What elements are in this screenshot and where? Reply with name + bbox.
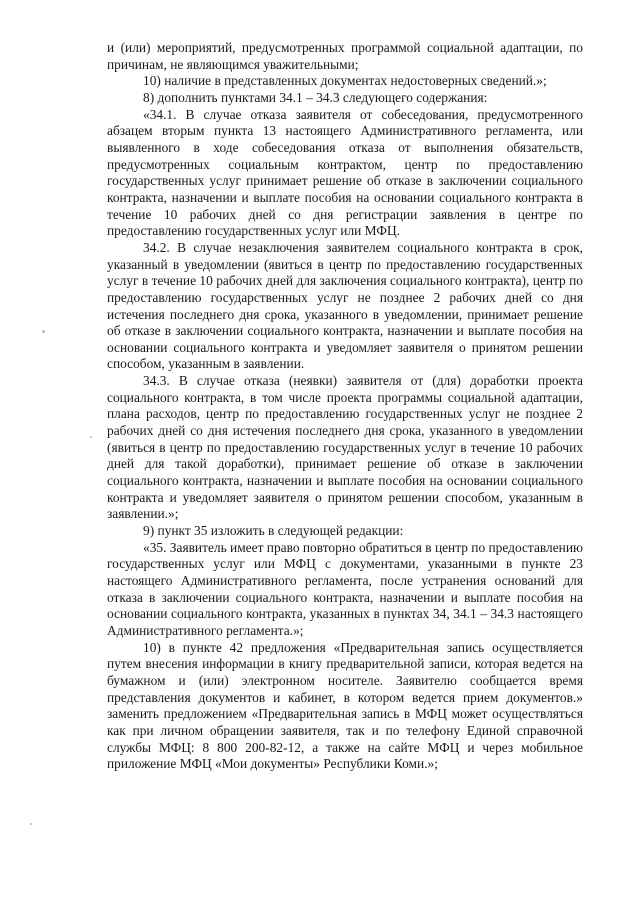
document-page: [107, 40, 583, 773]
paragraph-7: 9) пункт 35 изложить в следующей редакции:: [143, 523, 404, 539]
scan-speck: [90, 436, 92, 438]
paragraph-9: 10) в пункте 42 предложения «Предварительная запись осуществляется путем внесения информации в книгу предварительной записи, которая ведется на бумажном и (или) электронном носителе. Заявителю сообщается время представления документов и кабинет, в котором ведется прием документов.» заменить предложением «Предварительная запись в МФЦ может осуществляться как при личном обращении заявителя, так и по телефону Единой справочной службы МФЦ: 8 800 200-82-12, а также на сайте МФЦ и через мобильное приложение МФЦ «Мои документы» Республики Коми.»;: [107, 639, 583, 772]
paragraph-2: 10) наличие в представленных документах недостоверных сведений.»;: [143, 73, 547, 89]
paragraph-1: и (или) мероприятий, предусмотренных программой социальной адаптации, по причинам, не являющимся уважительными;: [107, 40, 583, 72]
paragraph-4: «34.1. В случае отказа заявителя от собеседования, предусмотренного абзацем вторым пункта 13 настоящего Административного регламента, или выявленного в ходе собеседования отказа от выполнения обязательств, предусмотренных социальным контрактом, центр по предоставлению государственных услуг принимает решение об отказе в заключении социального контракта, назначении и выплате пособия на основании социального контракта в течение 10 рабочих дней со дня регистрации заявления в центре по предоставлению государственных услуг или МФЦ.: [107, 106, 583, 239]
paragraph-3: 8) дополнить пунктами 34.1 – 34.3 следующего содержания:: [143, 89, 488, 105]
paragraph-6: 34.3. В случае отказа (неявки) заявителя от (для) доработки проекта социального контракта, в том числе проекта программы социальной адаптации, плана расходов, центр по предоставлению государственных услуг не позднее 2 рабочих дней со дня истечения последнего дня срока, указанного в уведомлении (явиться в центр по предоставлению государственных услуг в течение 10 рабочих дней для такой доработки), принимает решение об отказе в заключении социального контракта, назначении и выплате пособия на основании социального контракта и уведомляет заявителя о принятом решении способом, указанным в заявлении.»;: [107, 373, 583, 522]
paragraph-5: 34.2. В случае незаключения заявителем социального контракта в срок, указанный в уведомлении (явиться в центр по предоставлению государственных услуг в течение 10 рабочих дней для заключения социального контракта), центр по предоставлению государственных услуг не позднее 2 рабочих дней со дня истечения последнего дня срока, указанного в уведомлении, принимает решение об отказе в заключении социального контракта, назначении и выплате пособия на основании социального контракта и уведомляет заявителя о принятом решении способом, указанным в заявлении.: [107, 239, 583, 372]
scan-speck: [42, 330, 45, 333]
paragraph-8: «35. Заявитель имеет право повторно обратиться в центр по предоставлению государственных услуг или МФЦ с документами, указанными в пункте 23 настоящего Административного регламента, после устранения оснований для отказа в заключении социального контракта, назначении и выплате пособия на основании социального контракта, указанных в пунктах 34, 34.1 – 34.3 настоящего Административного регламента.»;: [107, 539, 583, 638]
scan-speck: [30, 823, 32, 825]
